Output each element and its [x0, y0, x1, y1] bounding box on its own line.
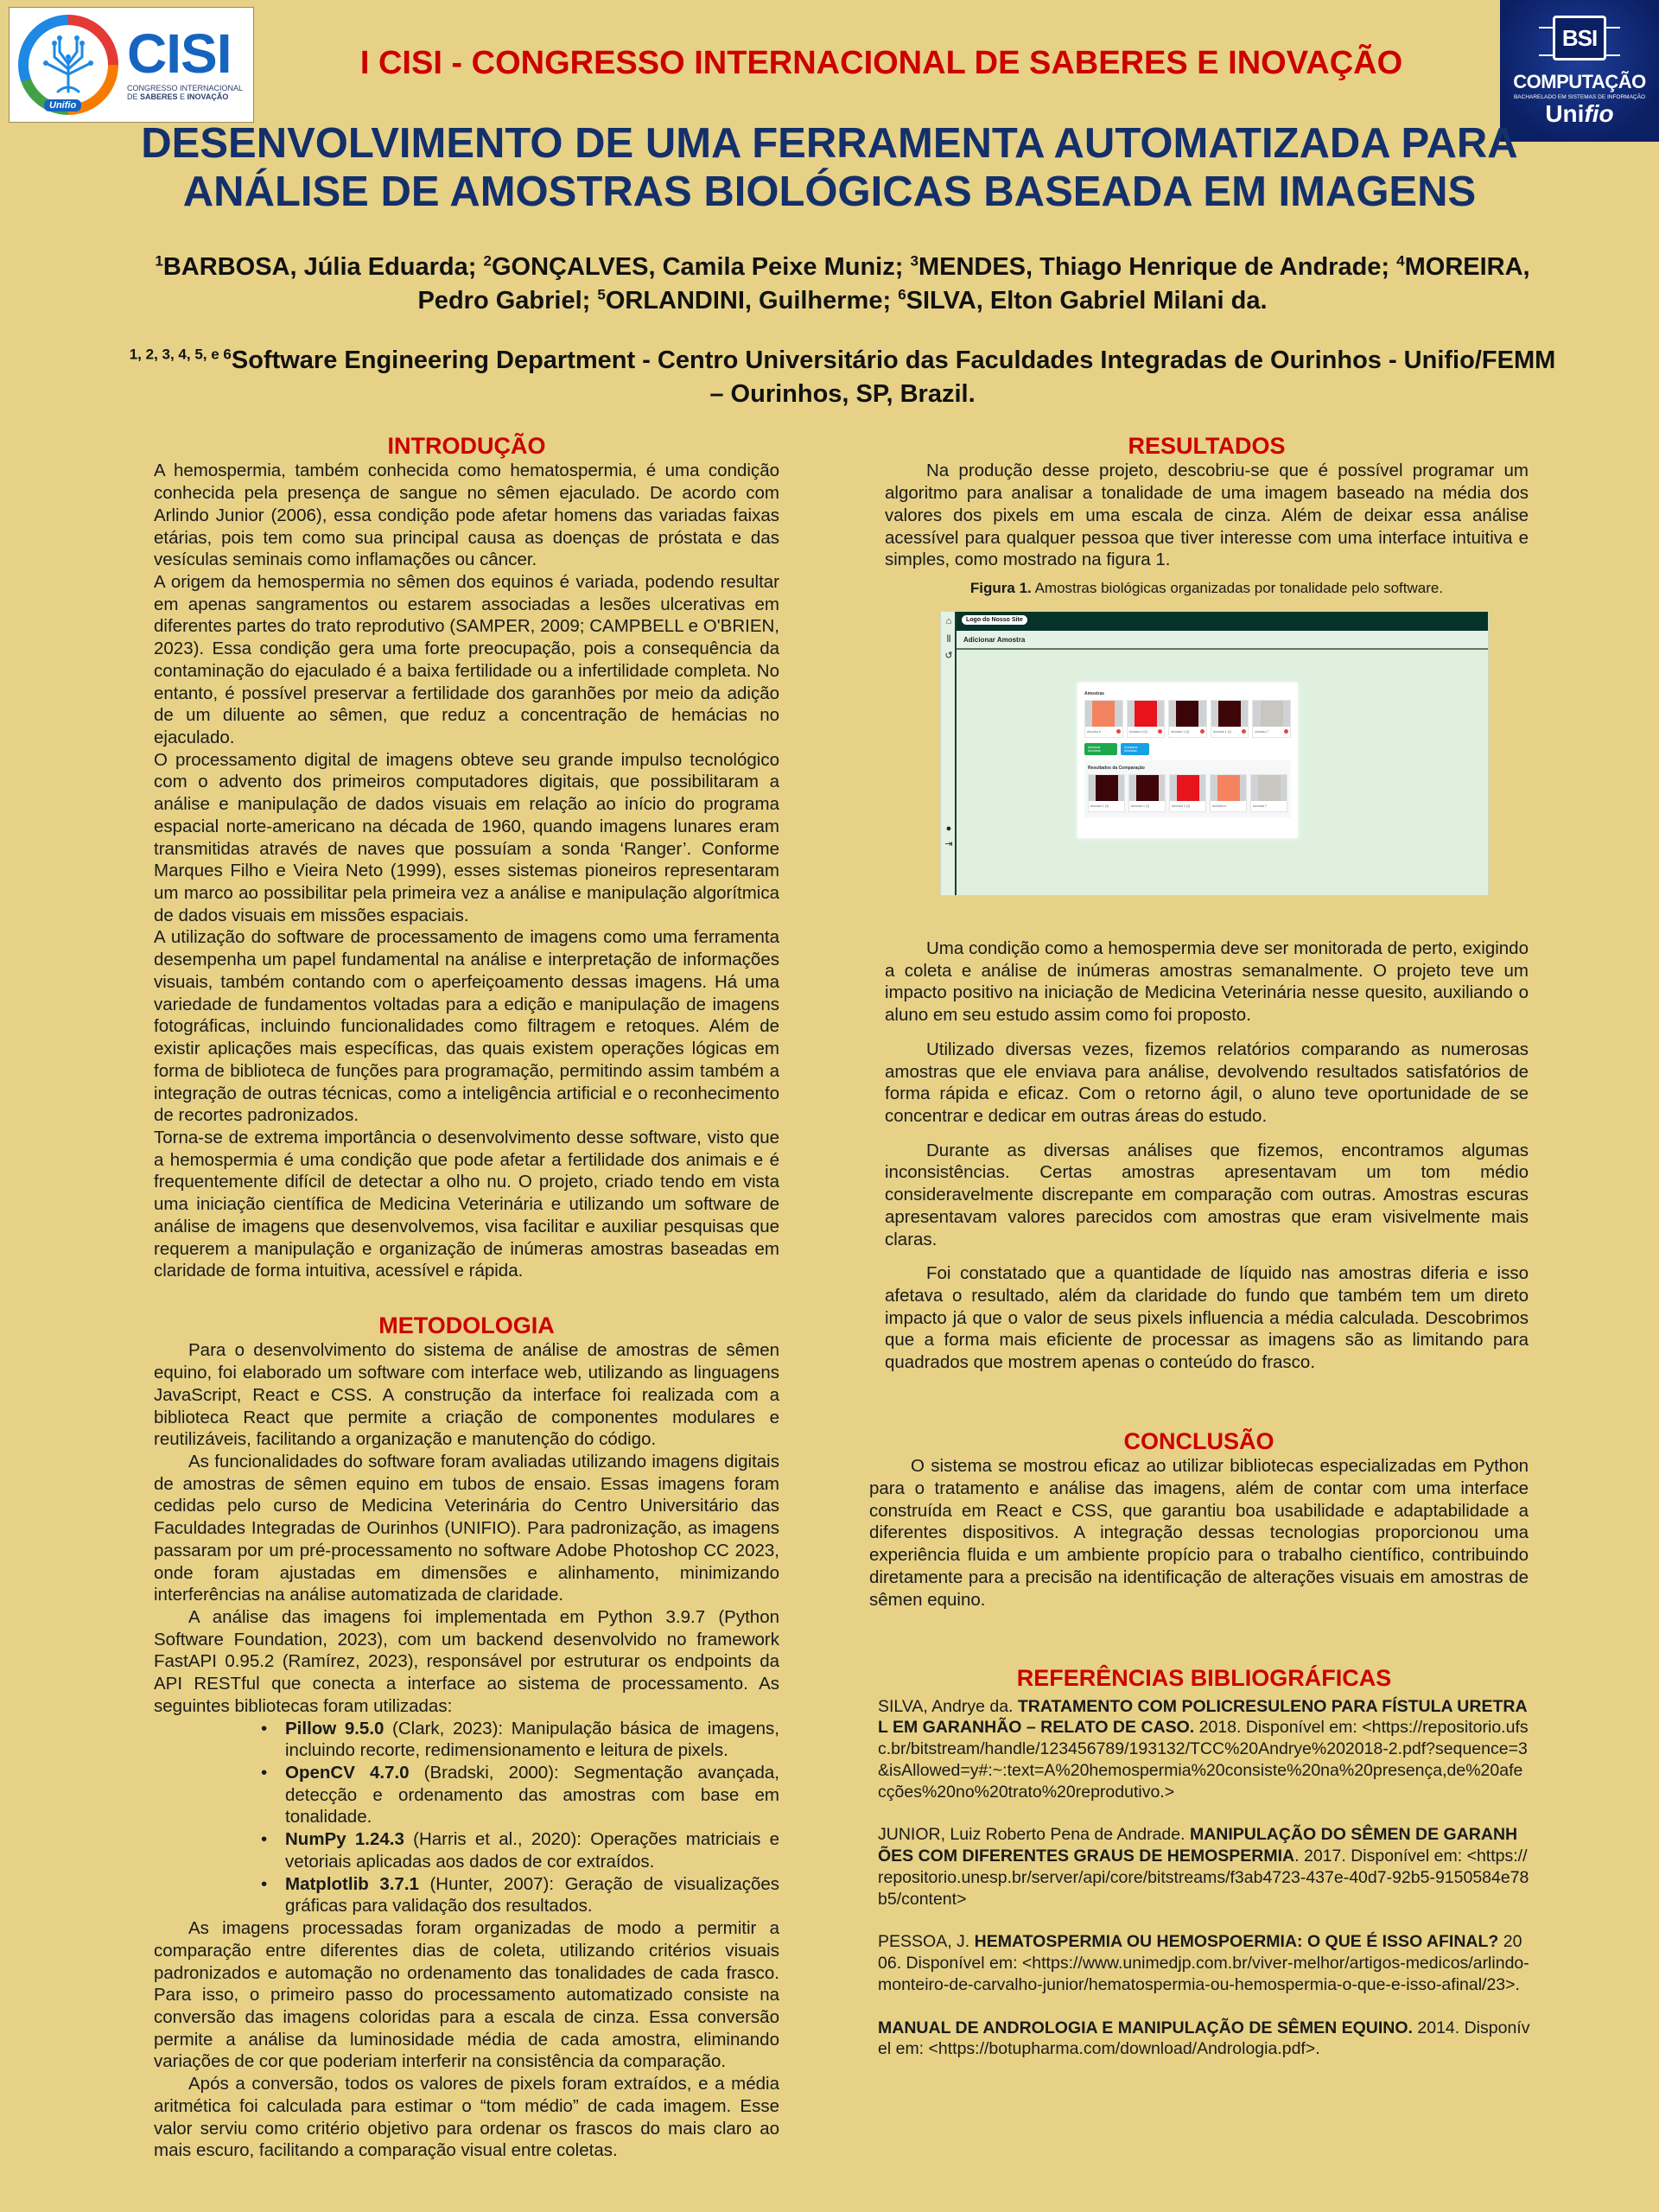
cisi-tree-emblem-icon [18, 15, 118, 115]
affiliation-sup: 1, 2, 3, 4, 5, e 6 [129, 346, 232, 363]
paragraph: Na produção desse projeto, descobriu-se que é possível programar um algoritmo para analisar a tonalidade de uma imagem baseado na média dos valores dos pixels em uma escala de cinza. Além de deixar essa análise acessível para qualquer pessoa que tiver interesse com uma interface intuitiva e simples, como mostrado na figura 1. [885, 461, 1529, 570]
circuit-tree-icon [41, 35, 96, 95]
sample-tube-swatch [1176, 701, 1198, 727]
section-title: REFERÊNCIAS BIBLIOGRÁFICAS [1016, 1665, 1392, 1692]
paragraph: O processamento digital de imagens obteve seu grande impulso tecnológico com o advento dos primeiros computadores digitais, que possibilitaram a análise e manipulação de dados visuais em relação ao início do programa espacial norte-americano na década de 1960, quando imagens lunares eram transmitidas através de naves que possuíam a sonda ‘Ranger’. Conforme Marques Filho e Vieira Neto (1999), esses sistemas pioneiros representaram um marco ao possibilitar pela primeira vez a análise e manipulação algorítmica de dados visuais em missões espaciais. [154, 749, 779, 925]
library-name: Pillow 9.5.0 [285, 1718, 385, 1738]
app-page-header [957, 631, 1488, 650]
section-metodologia [154, 1312, 779, 2162]
paragraph: O sistema se mostrou eficaz ao utilizar bibliotecas especializadas em Python para o tratamento e análise das imagens, além de contar com uma interface construída em React e CSS, que garantiu boa usabilidade e adaptabilidade a diferentes dispositivos. A integração dessas tecnologias proporcionou uma experiência fluida e um ambiente propício para o trabalho científico, contribuindo diretamente para a precisão na identificação de alterações visuais em amostras de sêmen equino. [869, 1456, 1529, 1610]
comparison-results [1084, 760, 1291, 817]
cisi-logo-subtitle [127, 84, 243, 102]
author-name: MENDES, Thiago Henrique de Andrade; [918, 253, 1397, 281]
left-column [154, 432, 779, 2162]
sample-tube-swatch [1218, 701, 1241, 727]
sample-tube-swatch [1217, 775, 1240, 801]
affiliation-text: Software Engineering Department - Centro Universitário das Faculdades Integradas de Ourinhos - Unifio/FEMM – Ourinhos, SP, Brazil. [231, 346, 1556, 409]
results-label: Resultados da Comparação [1088, 765, 1145, 771]
samples-label: Amostras [1084, 690, 1105, 696]
author-list [121, 251, 1564, 318]
paragraph: A hemospermia, também conhecida como hematospermia, é uma condição conhecida pela presença de sangue no sêmen ejaculado. De acordo com Arlindo Junior (2006), essa condição pode afetar homens das variadas faixas etárias, pois tem como sua principal causa as doenças de próstata e das vesículas seminais como inflamações ou câncer. [154, 461, 779, 570]
sample-footer [1085, 727, 1122, 737]
author-name: GONÇALVES, Camila Peixe Muniz; [491, 253, 911, 281]
sample-footer [1211, 801, 1246, 811]
sample-footer [1170, 801, 1205, 811]
sample-image [1085, 701, 1122, 727]
sample-thumbnail [1084, 700, 1123, 738]
brand-prefix: Uni [1545, 100, 1585, 127]
remove-sample-icon [1116, 729, 1121, 734]
figure-caption-text: Amostras biológicas organizadas por tonalidade pelo software. [1031, 579, 1444, 596]
sample-image [1253, 701, 1290, 727]
author [597, 287, 898, 315]
sample-image [1169, 701, 1206, 727]
reference-item [878, 1696, 1530, 1803]
history-icon: ↺ [944, 650, 953, 661]
sample-label: Amostra 1 (2) [1212, 729, 1231, 734]
reference-item [878, 1931, 1530, 1995]
reference-details: 2014. Disponível em: <https://botupharma.com/download/Andrologia.pdf>. [878, 2018, 1530, 2059]
reference-title: TRATAMENTO COM POLICRESULENO PARA FÍSTULA URETRAL EM GARANHÃO – RELATO DE CASO. [878, 1696, 1528, 1738]
cisi-subtitle-prefix: DE [127, 92, 141, 102]
sample-thumbnail [1250, 774, 1287, 812]
paragraph: Uma condição como a hemospermia deve ser monitorada de perto, exigindo a coleta e análise de inúmeras amostras semanalmente. O projeto teve um impacto positivo na iniciação de Medicina Veterinária nesse quesito, auxiliando o aluno em seu estudo assim como foi proposto. [885, 938, 1529, 1026]
sample-thumbnail [1211, 700, 1249, 738]
paragraph: A origem da hemospermia no sêmen dos equinos é variada, podendo resultar em apenas sangramentos ou estarem associadas a lesões ulcerativas em diferentes partes do trato reprodutivo (SAMPER, 2009; CAMPBELL e O'BRIEN, 2023). Essa condição gera uma forte preocupação, pois a consequência da contaminação do ejaculado é a baixa fertilidade ou a infertilidade completa. No entanto, é possível preservar a fertilidade dos garanhões por meio da adição de um diluente ao sêmen, que reduz a concentração de hemácias no ejaculado. [154, 571, 779, 748]
cisi-logo [9, 7, 254, 123]
sample-label: Amostra 7 [1253, 804, 1267, 808]
library-desc: (Hunter, 2007): Geração de visualizações gráficas para validação dos resultados. [285, 1873, 780, 1916]
section-referencias [878, 1664, 1530, 2060]
library-desc: (Harris et al., 2020): Operações matriciais e vetoriais aplicadas aos dados de cor extraídos. [285, 1829, 779, 1872]
sample-tube-swatch [1096, 775, 1118, 801]
home-icon: ⌂ [945, 615, 952, 626]
reference-details: . 2017. Disponível em: <https://repositorio.unesp.br/server/api/core/bitstreams/f3ab4723-437e-40d7-92b5-9150584e78b5/content> [878, 1847, 1529, 1909]
sample-image [1211, 701, 1249, 727]
sample-image [1170, 775, 1205, 801]
app-topbar [957, 612, 1488, 631]
sample-image [1129, 775, 1165, 801]
paragraph: A utilização do software de processamento de imagens como uma ferramenta desempenha um papel fundamental na análise e interpretação de informações visuais, também contando com o aperfeiçoamento dessas imagens. Há uma variedade de fundamentos voltadas para a edição e manipulação de imagens fotográficas, incluindo funcionalidades como filtragem e retoques. Além de existir aplicações mais específicas, das quais existem operações lógicas em forma de biblioteca de funções para programação, permitindo assim também a integração de outras técnicas, como a inteligência artificial e o reconhecimento de recortes padronizados. [154, 927, 779, 1126]
library-desc: (Clark, 2023): Manipulação básica de imagens, incluindo recorte, redimensionamento e leitura de pixels. [285, 1718, 779, 1761]
sample-label: Amostra 7 [1255, 729, 1269, 734]
sample-tube-swatch [1258, 775, 1281, 801]
author-name: SILVA, Elton Gabriel Milani da. [906, 287, 1268, 315]
reference-item [878, 2018, 1530, 2061]
conference-title: I CISI - CONGRESSO INTERNACIONAL DE SABERES E INOVAÇÃO [359, 45, 1403, 81]
compare-samples-button: Comparar Amostras [1121, 743, 1149, 755]
sample-footer [1211, 727, 1249, 737]
section-title: METODOLOGIA [378, 1312, 555, 1338]
sample-thumbnail [1128, 774, 1166, 812]
section-title: CONCLUSÃO [1123, 1427, 1274, 1454]
right-column [869, 432, 1530, 2060]
sample-label: Amostra 6 [1087, 729, 1101, 734]
sample-tube-swatch [1177, 775, 1199, 801]
sample-label: Amostra 1 (3) [1090, 804, 1109, 808]
sample-thumbnail [1169, 774, 1206, 812]
paragraph: Durante as diversas análises que fizemos, encontramos algumas inconsistências. Certas amostras apresentavam um tom médio consideravelmente discrepante em comparação com outras. Amostras escuras apresentavam valores parecidos com amostras que eram visivelmente mais claras. [885, 1140, 1529, 1249]
paragraph: As imagens processadas foram organizadas de modo a permitir a comparação entre diferentes dias de coleta, utilizando critérios visuais padronizados e automação no ordenamento das tonalidades de cada frasco. Para isso, o primeiro passo do processamento automatizado consiste na conversão das imagens coloridas para a escala de cinza. Essa conversão permite a análise da luminosidade média de cada amostra, eliminando variações de cor que poderiam interferir na consistência da comparação. [154, 1918, 779, 2072]
paragraph: A análise das imagens foi implementada em Python 3.9.7 (Python Software Foundation, 2023), com um backend desenvolvido no framework FastAPI 0.95.2 (Ramírez, 2023), responsável por estruturar os endpoints da API RESTful que conecta a interface ao sistema de processamento. As seguintes bibliotecas foram utilizadas: [154, 1607, 779, 1716]
author-name: MOREIRA, Pedro Gabriel; [417, 253, 1530, 315]
author-sup: 3 [910, 252, 918, 270]
sample-thumbnail [1088, 774, 1125, 812]
sample-tube-swatch [1135, 701, 1157, 727]
sample-footer [1128, 727, 1165, 737]
sample-label: Amostra 1 (2) [1131, 804, 1150, 808]
reference-title: HEMATOSPERMIA OU HEMOSPOERMIA: O QUE É ISSO AFINAL? [974, 1932, 1499, 1952]
author-sup: 5 [597, 286, 606, 303]
paragraph: Torna-se de extrema importância o desenvolvimento desse software, visto que a hemospermia é uma condição que pode afetar a fertilidade dos animais e é frequentemente difícil de detectar a olho nu. O projeto, criado tendo em vista uma iniciação científica de Medicina Veterinária e utilizando um software de análise de imagens que desenvolvemos, visa facilitar e auxiliar pesquisas que requerem a manipulação e organização de inúmeras amostras baseadas em claridade de forma intuitiva, acessível e rápida. [154, 1127, 779, 1281]
cisi-subtitle-line1: CONGRESSO INTERNACIONAL [127, 84, 244, 93]
sample-thumbnail [1252, 700, 1291, 738]
author-name: ORLANDINI, Guilherme; [605, 287, 899, 315]
poster-title-line1: DESENVOLVIMENTO DE UMA FERRAMENTA AUTOMATIZADA PARA [141, 120, 1518, 167]
reference-author: JUNIOR, Luiz Roberto Pena de Andrade. [878, 1825, 1190, 1845]
author-name: BARBOSA, Júlia Eduarda; [162, 253, 484, 281]
author-sup: 2 [483, 252, 492, 270]
section-title: RESULTADOS [1128, 433, 1286, 459]
sample-image [1128, 701, 1165, 727]
sample-label: Amostra 3 (3) [1172, 804, 1191, 808]
reference-item [878, 1824, 1530, 1910]
author [155, 253, 483, 281]
cisi-logo-word: CISI [127, 22, 232, 86]
bsi-logo-word: COMPUTAÇÃO [1513, 71, 1646, 92]
app-samples-card [1077, 683, 1298, 838]
sample-image [1251, 775, 1287, 801]
sample-thumbnail [1168, 700, 1207, 738]
author [483, 253, 910, 281]
section-title: INTRODUÇÃO [387, 433, 546, 459]
library-item [261, 1828, 779, 1872]
sample-thumbnail [1127, 700, 1166, 738]
bsi-chip-text: BSI [1561, 24, 1598, 51]
unifio-badge: Unifio [44, 99, 81, 111]
paragraph: Para o desenvolvimento do sistema de análise de amostras de sêmen equino, foi elaborado um software com interface web, utilizando as linguagens JavaScript, React e CSS. A construção da interface foi realizada com a biblioteca React que permite a criação de componentes modulares e reutilizáveis, facilitando a organização e manutenção do código. [154, 1340, 779, 1450]
cisi-subtitle-bold: SABERES [140, 92, 178, 102]
affiliation [121, 344, 1564, 411]
app-logo: Logo do Nosso Site [962, 615, 1027, 625]
test-tubes-icon: ⫴ [946, 633, 951, 645]
user-icon: ● [945, 823, 952, 834]
sample-footer [1253, 727, 1290, 737]
sample-footer [1251, 801, 1287, 811]
reference-details: 2018. Disponível em: <https://repositorio.ufsc.br/bitstream/handle/123456789/193132/TCC%20Andrye%202018-2.pdf?sequence=3&isAllowed=y#:~:text=A%20hemospermia%20consiste%20na%20presença,de%20afecções%20no%20trato%20reprodutivo.> [878, 1718, 1529, 1802]
remove-sample-icon [1242, 729, 1246, 734]
library-name: NumPy 1.24.3 [285, 1829, 404, 1850]
figure-caption [885, 580, 1529, 597]
library-list [261, 1718, 779, 1917]
bsi-chip-icon [1553, 16, 1606, 60]
sample-tube-swatch [1261, 701, 1283, 727]
poster-title-line2: ANÁLISE DE AMOSTRAS BIOLÓGICAS BASEADA EM IMAGENS [182, 168, 1477, 216]
sample-label: Amostra 6 [1212, 804, 1226, 808]
reference-author: SILVA, Andrye da. [878, 1696, 1018, 1716]
figure-app-screenshot [940, 611, 1489, 896]
reference-author: PESSOA, J. [878, 1932, 975, 1952]
library-name: Matplotlib 3.7.1 [285, 1873, 419, 1894]
app-sidebar [941, 612, 957, 895]
sample-footer [1129, 801, 1165, 811]
author [910, 253, 1396, 281]
remove-sample-icon [1284, 729, 1288, 734]
paragraph: As funcionalidades do software foram avaliadas utilizando imagens digitais de amostras de sêmen equino em tubos de ensaio. Essas imagens foram cedidas pelo curso de Medicina Veterinária do Centro Universitário das Faculdades Integradas de Ourinhos (UNIFIO). Para padronização, as imagens passaram por um pré-processamento no software Adobe Photoshop CC 2023, onde foram ajustadas em dimensões e alinhamento, minimizando interferências na análise automatizada de claridade. [154, 1451, 779, 1605]
remove-sample-icon [1200, 729, 1205, 734]
sample-footer [1169, 727, 1206, 737]
remove-sample-icon [1158, 729, 1162, 734]
cisi-subtitle-bold2: INOVAÇÃO [187, 92, 229, 102]
library-item [261, 1873, 779, 1917]
poster-title [0, 119, 1659, 217]
paragraph: Foi constatado que a quantidade de líquido nas amostras diferia e isso afetava o resultado, além da claridade do fundo que também tem um direto impacto já que o valor de seus pixels influencia a média calculada. Descobrimos que a forma mais eficiente de processar as imagens são as limitando para quadrados que mostrem apenas o conteúdo do frasco. [885, 1263, 1529, 1373]
app-page-title: Adicionar Amostra [963, 635, 1026, 644]
sample-image [1211, 775, 1246, 801]
sample-label: Amostra 3 (3) [1128, 729, 1147, 734]
figure-caption-label: Figura 1. [969, 579, 1032, 596]
reference-title: MANIPULAÇÃO DO SÊMEN DE GARANHÕES COM DIFERENTES GRAUS DE HEMOSPERMIA [878, 1825, 1518, 1866]
add-samples-button: Adicionar Amostras [1084, 743, 1117, 755]
sample-footer [1089, 801, 1124, 811]
author-sup: 6 [898, 286, 906, 303]
library-name: OpenCV 4.7.0 [285, 1763, 410, 1783]
paragraph: Utilizado diversas vezes, fizemos relatórios comparando as numerosas amostras que ele enviava para análise, devolvendo resultados satisfatórios de forma rápida e eficaz. Com o retorno ágil, o aluno teve oportunidade de se concentrar e dedicar em outras áreas do estudo. [885, 1039, 1529, 1127]
reference-title: MANUAL DE ANDROLOGIA E MANIPULAÇÃO DE SÊMEN EQUINO. [878, 2018, 1413, 2037]
brand-suffix: fio [1584, 100, 1614, 127]
reference-details: 2006. Disponível em: <https://www.unimedjp.com.br/viver-melhor/artigos-medicos/arlindo-monteiro-de-carvalho-junior/hematospermia-ou-hemospermia-o-que-e-isso-afinal/23>. [878, 1932, 1529, 1994]
section-resultados [885, 432, 1529, 1374]
author-sup: 4 [1396, 252, 1405, 270]
sample-label: Amostra 1 (3) [1171, 729, 1190, 734]
author [898, 287, 1267, 315]
library-desc: (Bradski, 2000): Segmentação avançada, detecção e ordenamento das amostras com base em tonalidade. [285, 1763, 779, 1827]
author-sup: 1 [155, 252, 163, 270]
sample-image [1089, 775, 1124, 801]
section-conclusao [869, 1427, 1529, 1611]
results-grid [1088, 774, 1287, 812]
library-item [261, 1718, 779, 1762]
sample-thumbnail [1210, 774, 1247, 812]
cisi-subtitle-mid: E [177, 92, 188, 102]
samples-grid [1084, 700, 1291, 738]
paragraph: Após a conversão, todos os valores de pixels foram extraídos, e a média aritmética foi calculada para estimar o “tom médio” de cada imagem. Esse valor serviu como critério objetivo para ordenar os frascos do mais claro ao mais escuro, facilitando a comparação visual entre coletas. [154, 2074, 779, 2161]
sample-tube-swatch [1092, 701, 1115, 727]
library-item [261, 1762, 779, 1828]
sample-tube-swatch [1136, 775, 1159, 801]
section-introducao [154, 432, 779, 1282]
bsi-logo-subtitle: BACHARELADO EM SISTEMAS DE INFORMAÇÃO [1513, 94, 1646, 100]
logout-icon: ⇥ [944, 838, 953, 849]
